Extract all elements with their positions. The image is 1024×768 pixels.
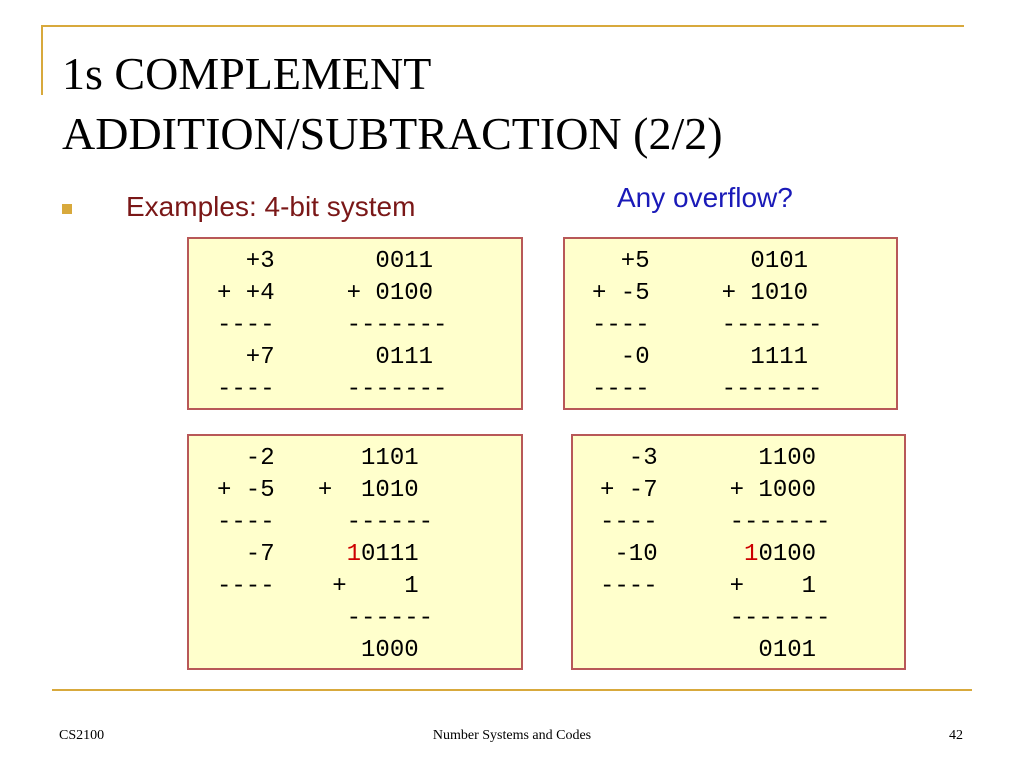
calc-line: ---- + 1 [600, 573, 817, 600]
calc-line: ---- + 1 [217, 573, 419, 600]
overflow-question: Any overflow? [617, 182, 793, 213]
title-line-2: ADDITION/SUBTRACTION (2/2) [62, 108, 723, 159]
carry-digit: 1 [744, 541, 759, 568]
slide-title [62, 44, 723, 164]
footer-course: CS2100 [59, 728, 105, 743]
calc-line: + +4 + 0100 [217, 280, 434, 307]
calc-line: ------ [217, 605, 434, 632]
bullet-text: Examples: 4-bit system [126, 191, 416, 222]
example-calculation [592, 246, 822, 406]
example-box-4 [571, 434, 906, 670]
calc-text: 0111 [361, 541, 419, 568]
bullet-square-icon [62, 204, 72, 214]
calc-line: -2 1101 [217, 445, 419, 472]
calc-line: 1000 [217, 637, 419, 664]
calc-line: + -5 + 1010 [592, 280, 809, 307]
example-calculation [217, 246, 447, 406]
calc-line: ---- ------ [217, 509, 434, 536]
calc-text: 0100 [758, 541, 817, 568]
page-number: 42 [949, 728, 963, 743]
calc-line: ---- ------- [217, 312, 448, 339]
example-calculation [217, 443, 433, 667]
calc-line: + -7 + 1000 [600, 477, 817, 504]
example-box-3 [187, 434, 523, 670]
calc-line: ---- ------- [217, 376, 448, 403]
calc-line: ------- [600, 605, 831, 632]
footer-topic: Number Systems and Codes [432, 728, 592, 743]
calc-line: +5 0101 [592, 248, 809, 275]
calc-text: -7 [217, 541, 347, 568]
calc-line: + -5 + 1010 [217, 477, 419, 504]
example-box-1 [187, 237, 523, 410]
calc-line: -3 1100 [600, 445, 817, 472]
calc-line [600, 541, 816, 568]
calc-line: 0101 [600, 637, 817, 664]
calc-line: +7 0111 [217, 344, 434, 371]
calc-line [217, 541, 419, 568]
calc-line: ---- ------- [592, 312, 823, 339]
calc-line: +3 0011 [217, 248, 434, 275]
carry-digit: 1 [346, 541, 362, 568]
example-calculation [600, 443, 830, 667]
calc-line: ---- ------- [600, 509, 831, 536]
calc-line: ---- ------- [592, 376, 823, 403]
frame-left-rule [41, 25, 43, 95]
calc-line: -0 1111 [592, 344, 809, 371]
frame-top-rule [41, 25, 964, 27]
title-line-1: 1s COMPLEMENT [62, 48, 432, 99]
example-box-2 [563, 237, 898, 410]
calc-text: -10 [600, 541, 745, 568]
footer-rule [52, 689, 972, 691]
